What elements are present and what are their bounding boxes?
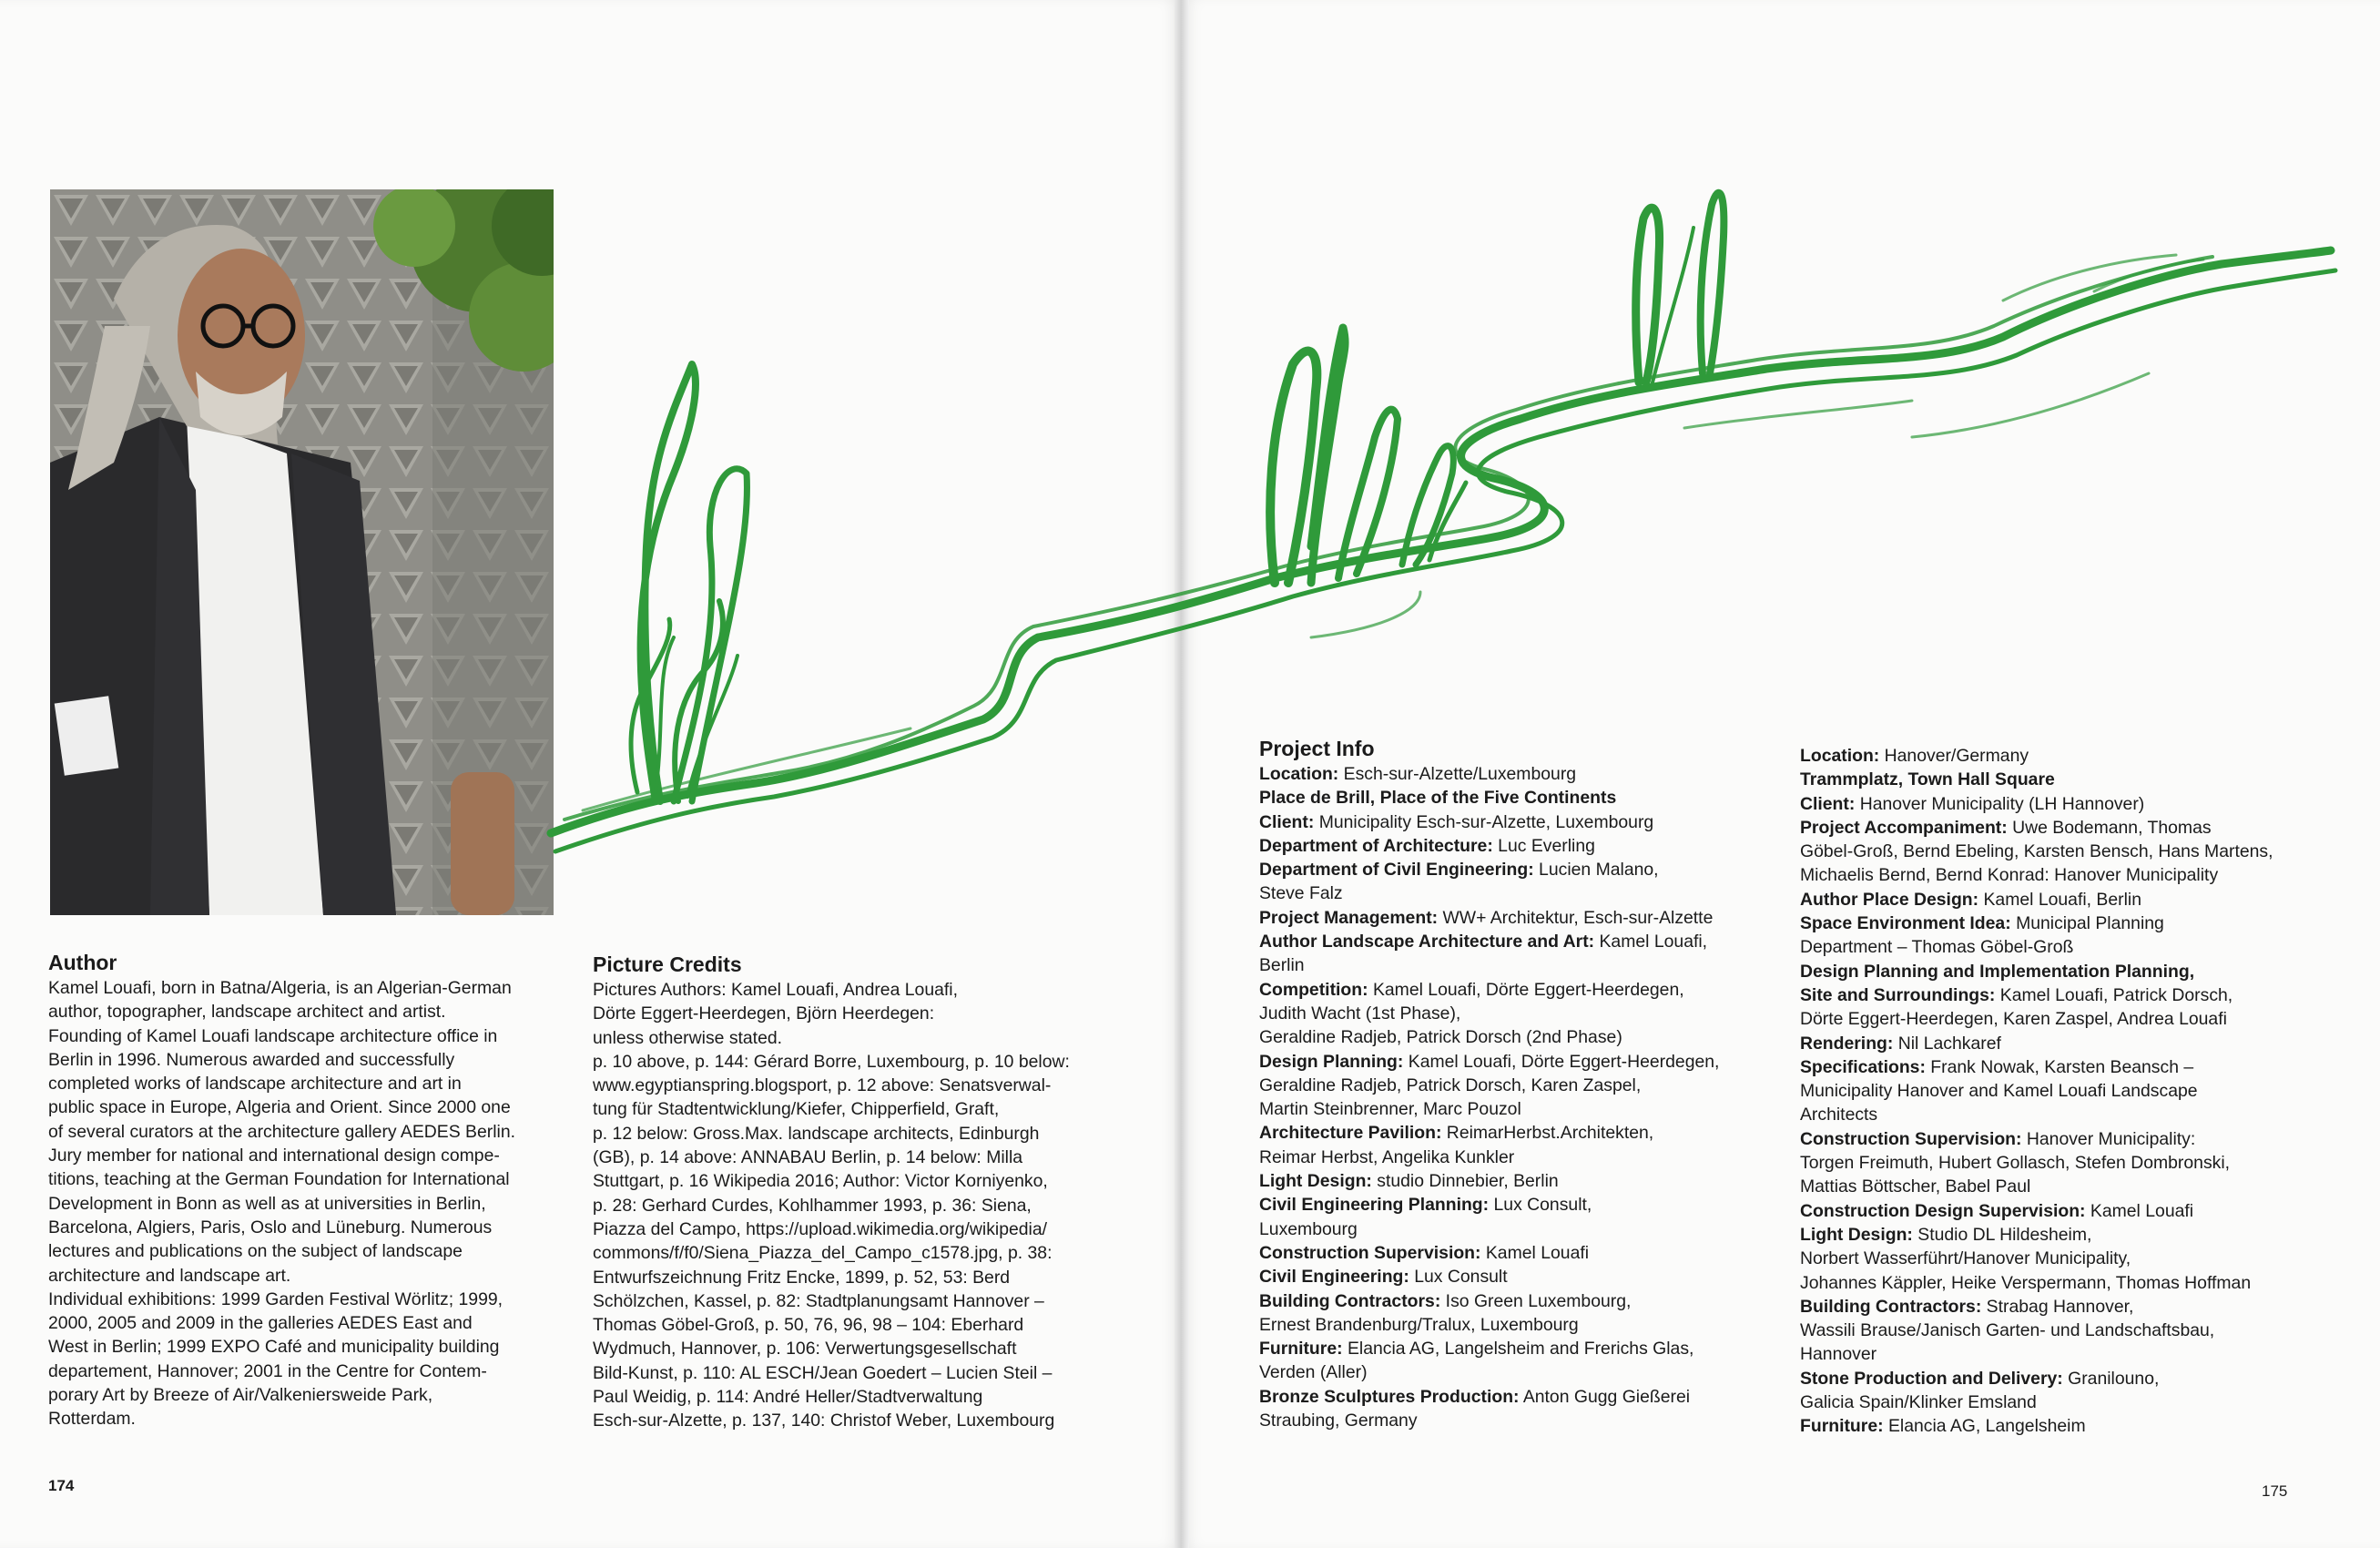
info-value: Elancia AG, Langelsheim and Frerichs Glas,	[1342, 1339, 1694, 1360]
text-line: public space in Europe, Algeria and Orient. Since 2000 one	[48, 1097, 511, 1118]
info-line	[1259, 1217, 1769, 1241]
info-label: Project Accompaniment:	[1800, 817, 2008, 838]
info-label: Place de Brill, Place of the Five Continents	[1259, 788, 1617, 809]
project-info-section	[1259, 736, 1769, 1432]
info-value: ReimarHerbst.Architekten,	[1441, 1123, 1654, 1144]
info-line	[1800, 1319, 2365, 1342]
info-line	[1800, 1414, 2365, 1438]
info-line	[1800, 1342, 2365, 1366]
info-line	[1800, 1127, 2365, 1151]
info-value: Luxembourg	[1259, 1218, 1358, 1239]
info-line	[1800, 840, 2365, 863]
info-value: Architects	[1800, 1105, 1878, 1125]
text-line: p. 12 below: Gross.Max. landscape architects, Edinburgh	[593, 1123, 1040, 1144]
info-value: Berlin	[1259, 955, 1305, 976]
info-value: Hannover	[1800, 1344, 1877, 1365]
info-line	[1800, 888, 2365, 911]
text-line: p. 10 above, p. 144: Gérard Borre, Luxembourg, p. 10 below:	[593, 1051, 1070, 1072]
info-value: Geraldine Radjeb, Patrick Dorsch (2nd Phase)	[1259, 1027, 1622, 1048]
info-label: Civil Engineering Planning:	[1259, 1195, 1490, 1216]
author-portrait-photo	[50, 189, 554, 915]
info-line	[1800, 816, 2365, 840]
text-line: Founding of Kamel Louafi landscape architecture office in	[48, 1025, 498, 1046]
text-line: Berlin in 1996. Numerous awarded and successfully	[48, 1049, 455, 1070]
info-value: Kamel Louafi	[2085, 1200, 2194, 1221]
info-value: Göbel-Groß, Bernd Ebeling, Karsten Bensch, Hans Martens,	[1800, 841, 2273, 862]
page-number-right: 175	[2262, 1482, 2288, 1500]
page-number-left: 174	[48, 1477, 75, 1494]
info-line	[1800, 983, 2365, 1007]
info-value: Elancia AG, Langelsheim	[1883, 1416, 2086, 1437]
text-line: Stuttgart, p. 16 Wikipedia 2016; Author: Victor Korniyenko,	[593, 1171, 1048, 1192]
project-info-hanover-text	[1800, 744, 2365, 1439]
info-line	[1800, 1271, 2365, 1295]
text-line: Pictures Authors: Kamel Louafi, Andrea Louafi,	[593, 980, 958, 1000]
author-section	[48, 950, 558, 1431]
text-line: Paul Weidig, p. 114: André Heller/Stadtverwaltung	[593, 1387, 983, 1408]
info-value: Geraldine Radjeb, Patrick Dorsch, Karen Zaspel,	[1259, 1074, 1642, 1095]
info-line	[1259, 1409, 1769, 1432]
info-line	[1259, 1265, 1769, 1288]
text-line: of several curators at the architecture gallery AEDES Berlin.	[48, 1121, 516, 1142]
text-line: Piazza del Campo, https://upload.wikimedia.org/wikipedia/	[593, 1218, 1048, 1239]
info-line	[1800, 744, 2365, 768]
text-line: commons/f/f0/Siena_Piazza_del_Campo_c1578.jpg, p. 38:	[593, 1243, 1053, 1264]
text-line: completed works of landscape architecture and art in	[48, 1074, 462, 1095]
info-value: Iso Green Luxembourg,	[1440, 1290, 1632, 1311]
info-value: Martin Steinbrenner, Marc Pouzol	[1259, 1099, 1521, 1120]
info-value: Department – Thomas Göbel-Groß	[1800, 937, 2074, 958]
info-value: Frank Nowak, Karsten Beansch –	[1925, 1056, 2194, 1077]
info-line	[1800, 768, 2365, 791]
info-line	[1259, 762, 1769, 786]
info-value: Verden (Aller)	[1259, 1362, 1368, 1383]
info-line	[1800, 792, 2365, 816]
info-value: Torgen Freimuth, Hubert Gollasch, Stefen Dombronski,	[1800, 1153, 2231, 1174]
text-line: Development in Bonn as well as at universities in Berlin,	[48, 1193, 486, 1214]
info-label: Light Design:	[1259, 1171, 1372, 1192]
info-label: Author Place Design:	[1800, 889, 1979, 910]
text-line: architecture and landscape art.	[48, 1265, 291, 1286]
info-value: Judith Wacht (1st Phase),	[1259, 1003, 1461, 1024]
info-value: Esch-sur-Alzette/Luxembourg	[1338, 764, 1577, 784]
info-line	[1800, 1055, 2365, 1079]
info-value: Municipality Esch-sur-Alzette, Luxembourg	[1314, 811, 1654, 832]
text-line: Individual exhibitions: 1999 Garden Festival Wörlitz; 1999,	[48, 1288, 503, 1309]
info-line	[1259, 1241, 1769, 1265]
info-line	[1259, 1193, 1769, 1217]
info-label: Bronze Sculptures Production:	[1259, 1386, 1520, 1407]
info-line	[1800, 960, 2365, 983]
text-line: lectures and publications on the subject of landscape	[48, 1241, 463, 1262]
text-line: tung für Stadtentwicklung/Kiefer, Chipperfield, Graft,	[593, 1099, 1000, 1120]
info-line	[1259, 906, 1769, 930]
info-line	[1259, 1385, 1769, 1409]
info-value: Kamel Louafi	[1480, 1242, 1590, 1263]
info-line	[1259, 858, 1769, 881]
info-line	[1800, 1175, 2365, 1198]
project-info-heading: Project Info	[1259, 737, 1375, 760]
info-value: WW+ Architektur, Esch-sur-Alzette	[1438, 907, 1714, 928]
info-value: Kamel Louafi, Patrick Dorsch,	[1995, 984, 2233, 1005]
info-value: Norbert Wasserführt/Hanover Municipality,	[1800, 1248, 2131, 1269]
info-value: Strabag Hannover,	[1981, 1296, 2134, 1317]
info-value: Kamel Louafi,	[1594, 932, 1708, 952]
info-value: Johannes Käppler, Heike Verspermann, Thomas Hoffman	[1800, 1272, 2252, 1293]
info-value: Luc Everling	[1492, 835, 1595, 856]
info-label: Client:	[1259, 811, 1315, 832]
info-label: Architecture Pavilion:	[1259, 1123, 1442, 1144]
info-label: Author Landscape Architecture and Art:	[1259, 932, 1595, 952]
text-line: Bild-Kunst, p. 110: AL ESCH/Jean Goedert – Lucien Steil –	[593, 1362, 1053, 1383]
info-value: Reimar Herbst, Angelika Kunkler	[1259, 1146, 1515, 1167]
info-label: Department of Architecture:	[1259, 835, 1493, 856]
text-line: Barcelona, Algiers, Paris, Oslo and Lüneburg. Numerous	[48, 1217, 493, 1237]
text-line: Schölzchen, Kassel, p. 82: Stadtplanungsamt Hannover –	[593, 1290, 1044, 1311]
text-line: porary Art by Breeze of Air/Valkeniersweide Park,	[48, 1385, 433, 1406]
info-label: Site and Surroundings:	[1800, 984, 1996, 1005]
info-line	[1259, 1097, 1769, 1121]
info-value: Galicia Spain/Klinker Emsland	[1800, 1392, 2037, 1413]
info-value: Kamel Louafi, Dörte Eggert-Heerdegen,	[1368, 979, 1684, 1000]
info-line	[1800, 1390, 2365, 1414]
info-label: Design Planning and Implementation Planning,	[1800, 961, 2195, 982]
info-line	[1800, 1079, 2365, 1103]
info-label: Trammplatz, Town Hall Square	[1800, 769, 2055, 790]
text-line: Rotterdam.	[48, 1409, 136, 1430]
info-label: Civil Engineering:	[1259, 1267, 1409, 1288]
info-value: Studio DL Hildesheim,	[1912, 1224, 2092, 1245]
info-value: Kamel Louafi, Dörte Eggert-Heerdegen,	[1403, 1051, 1720, 1072]
info-value: Straubing, Germany	[1259, 1411, 1418, 1431]
info-line	[1800, 863, 2365, 887]
picture-credits-heading: Picture Credits	[593, 952, 742, 976]
info-label: Specifications:	[1800, 1056, 1926, 1077]
info-line	[1259, 786, 1769, 810]
project-info-esch-text	[1259, 762, 1769, 1432]
info-line	[1259, 1074, 1769, 1097]
info-label: Furniture:	[1259, 1339, 1343, 1360]
info-line	[1259, 1169, 1769, 1193]
info-line	[1800, 935, 2365, 959]
text-line: (GB), p. 14 above: ANNABAU Berlin, p. 14 below: Milla	[593, 1147, 1023, 1168]
info-value: Lucien Malano,	[1533, 860, 1659, 881]
text-line: Jury member for national and international design compe-	[48, 1146, 500, 1166]
text-line: titions, teaching at the German Foundation for International	[48, 1169, 510, 1190]
info-line	[1800, 1367, 2365, 1390]
info-value: Dörte Eggert-Heerdegen, Karen Zaspel, Andrea Louafi	[1800, 1009, 2227, 1030]
text-line: Thomas Göbel-Groß, p. 50, 76, 96, 98 – 104: Eberhard	[593, 1315, 1024, 1336]
info-label: Construction Supervision:	[1800, 1128, 2022, 1149]
info-line	[1259, 930, 1769, 953]
info-value: Lux Consult	[1409, 1267, 1508, 1288]
picture-credits-section	[593, 952, 1103, 1433]
info-value: Hanover Municipality (LH Hannover)	[1855, 793, 2145, 814]
text-line: Entwurfszeichnung Fritz Encke, 1899, p. 52, 53: Berd	[593, 1267, 1011, 1288]
info-value: Hanover/Germany	[1879, 746, 2029, 766]
text-line: www.egyptianspring.blogsport, p. 12 above: Senatsverwal-	[593, 1075, 1052, 1096]
info-line	[1800, 1151, 2365, 1175]
info-line	[1800, 1007, 2365, 1031]
info-label: Light Design:	[1800, 1224, 1913, 1245]
info-value: Hanover Municipality:	[2021, 1128, 2196, 1149]
info-value: Municipality Hanover and Kamel Louafi Landscape	[1800, 1081, 2198, 1102]
info-label: Competition:	[1259, 979, 1368, 1000]
text-line: unless otherwise stated.	[593, 1027, 783, 1048]
info-label: Design Planning:	[1259, 1051, 1404, 1072]
author-text	[48, 976, 558, 1431]
info-value: studio Dinnebier, Berlin	[1371, 1171, 1559, 1192]
info-label: Building Contractors:	[1800, 1296, 1982, 1317]
info-line	[1259, 978, 1769, 1002]
info-line	[1259, 810, 1769, 834]
info-line	[1259, 1289, 1769, 1313]
info-label: Location:	[1259, 764, 1339, 784]
info-value: Nil Lachkaref	[1893, 1033, 2001, 1054]
info-value: Granilouno,	[2062, 1368, 2160, 1389]
info-label: Project Management:	[1259, 907, 1439, 928]
text-line: p. 28: Gerhard Curdes, Kohlhammer 1993, p. 36: Siena,	[593, 1195, 1032, 1216]
text-line: Wydmuch, Hannover, p. 106: Verwertungsgesellschaft	[593, 1339, 1017, 1360]
project-info-hanover-section	[1800, 744, 2365, 1439]
info-label: Rendering:	[1800, 1033, 1894, 1054]
text-line: West in Berlin; 1999 EXPO Café and municipality building	[48, 1337, 500, 1358]
info-line	[1800, 1247, 2365, 1270]
info-line	[1259, 881, 1769, 905]
text-line: Dörte Eggert-Heerdegen, Björn Heerdegen:	[593, 1003, 935, 1024]
info-value: Anton Gugg Gießerei	[1519, 1386, 1691, 1407]
info-line	[1259, 1121, 1769, 1145]
info-line	[1259, 1313, 1769, 1337]
info-line	[1800, 1199, 2365, 1223]
info-label: Construction Design Supervision:	[1800, 1200, 2086, 1221]
info-line	[1259, 1360, 1769, 1384]
info-label: Client:	[1800, 793, 1856, 814]
info-label: Space Environment Idea:	[1800, 913, 2011, 934]
author-heading: Author	[48, 951, 117, 974]
info-value: Uwe Bodemann, Thomas	[2007, 817, 2212, 838]
info-value: Wassili Brause/Janisch Garten- und Landschaftsbau,	[1800, 1320, 2215, 1341]
info-label: Furniture:	[1800, 1416, 1884, 1437]
text-line: 2000, 2005 and 2009 in the galleries AEDES East and	[48, 1313, 473, 1334]
text-line: departement, Hannover; 2001 in the Centre for Contem-	[48, 1360, 487, 1381]
info-line	[1259, 1050, 1769, 1074]
info-value: Lux Consult,	[1489, 1195, 1592, 1216]
info-line	[1259, 834, 1769, 858]
info-line	[1259, 1002, 1769, 1025]
text-line: Esch-sur-Alzette, p. 137, 140: Christof Weber, Luxembourg	[593, 1411, 1055, 1431]
info-label: Stone Production and Delivery:	[1800, 1368, 2063, 1389]
info-label: Location:	[1800, 746, 1880, 766]
info-label: Construction Supervision:	[1259, 1242, 1481, 1263]
info-line	[1800, 911, 2365, 935]
info-value: Ernest Brandenburg/Tralux, Luxembourg	[1259, 1314, 1579, 1335]
text-line: Kamel Louafi, born in Batna/Algeria, is an Algerian-German	[48, 978, 512, 998]
info-label: Department of Civil Engineering:	[1259, 860, 1534, 881]
info-line	[1800, 1223, 2365, 1247]
info-value: Municipal Planning	[2010, 913, 2164, 934]
picture-credits-text	[593, 978, 1103, 1433]
info-value: Mattias Böttscher, Babel Paul	[1800, 1176, 2031, 1197]
info-line	[1800, 1032, 2365, 1055]
info-label: Building Contractors:	[1259, 1290, 1441, 1311]
text-line: author, topographer, landscape architect and artist.	[48, 1002, 446, 1023]
info-line	[1259, 1337, 1769, 1360]
info-line	[1259, 953, 1769, 977]
info-line	[1259, 1025, 1769, 1049]
info-line	[1800, 1295, 2365, 1319]
info-line	[1259, 1146, 1769, 1169]
book-gutter	[1175, 0, 1189, 1548]
info-value: Kamel Louafi, Berlin	[1978, 889, 2142, 910]
info-value: Michaelis Bernd, Bernd Konrad: Hanover Municipality	[1800, 865, 2219, 886]
info-value: Steve Falz	[1259, 883, 1343, 904]
info-line	[1800, 1103, 2365, 1126]
